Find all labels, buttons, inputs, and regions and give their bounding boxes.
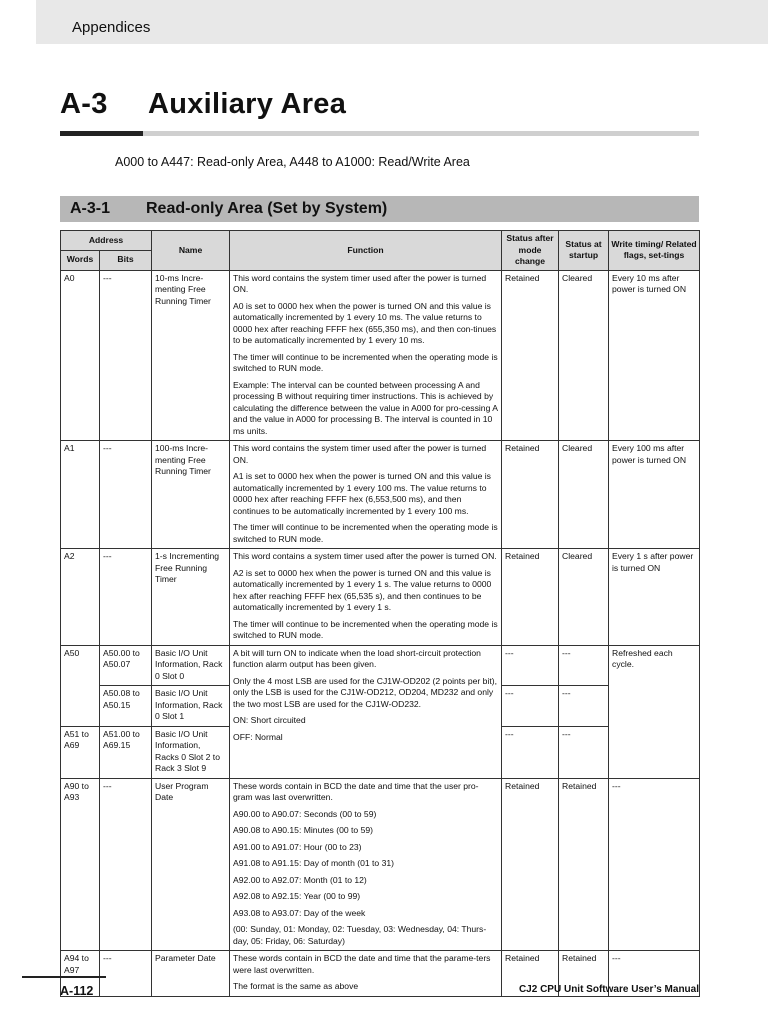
cell-name: Basic I/O Unit Information, Racks 0 Slot 2 to Rack 3 Slot 9 xyxy=(152,726,230,778)
function-paragraph: The timer will continue to be incremented when the operating mode is switched to RUN mode. xyxy=(233,618,498,640)
cell-function xyxy=(230,549,502,646)
cell-status-startup: --- xyxy=(559,645,609,686)
cell-function xyxy=(230,951,502,997)
cell-bits: --- xyxy=(100,778,152,951)
running-header xyxy=(36,0,768,44)
cell-words: A90 to A93 xyxy=(61,778,100,951)
cell-status-startup: Cleared xyxy=(559,270,609,441)
cell-write-timing: Every 1 s after power is turned ON xyxy=(609,549,700,646)
cell-bits: --- xyxy=(100,951,152,997)
function-paragraph: OFF: Normal xyxy=(233,731,283,742)
table-row xyxy=(61,549,700,646)
chapter-rule-dark xyxy=(60,131,143,136)
function-paragraph: A2 is set to 0000 hex when the power is turned ON and this value is automatically incremented by 1 every 1 s. The value returns to 0000 hex after reaching FFFF hex (65,535 s), and then continues to be automatically incremented by 1 every 1 s. xyxy=(233,567,492,612)
function-paragraph: The timer will continue to be incremented when the operating mode is switched to RUN mode. xyxy=(233,351,498,373)
cell-status-startup: --- xyxy=(559,726,609,778)
header-section-label: Appendices xyxy=(72,19,151,36)
cell-status-startup: Retained xyxy=(559,951,609,997)
footer-rule xyxy=(22,976,106,978)
page-number: A-112 xyxy=(60,984,94,998)
cell-name: Parameter Date xyxy=(152,951,230,997)
function-paragraph: A90.00 to A90.07: Seconds (00 to 59) xyxy=(233,808,377,819)
cell-bits: A50.08 to A50.15 xyxy=(100,686,152,727)
cell-name: Basic I/O Unit Information, Rack 0 Slot 0 xyxy=(152,645,230,686)
cell-status-mode: Retained xyxy=(502,951,559,997)
function-paragraph: These words contain in BCD the date and time that the parame-ters were last overwritten. xyxy=(233,953,491,975)
cell-status-mode: --- xyxy=(502,726,559,778)
function-paragraph: A0 is set to 0000 hex when the power is turned ON and this value is automatically incremented by 1 every 10 ms. The value returns to 0000 hex after reaching FFFF hex (655,350 ms), and then con-tinues to be automatically incremented by 1 every 10 ms. xyxy=(233,300,497,345)
function-paragraph: A90.08 to A90.15: Minutes (00 to 59) xyxy=(233,825,373,835)
cell-words: A1 xyxy=(61,441,100,549)
cell-bits: A51.00 to A69.15 xyxy=(100,726,152,778)
section-heading xyxy=(60,196,699,222)
cell-function xyxy=(230,270,502,441)
chapter-title xyxy=(60,88,346,121)
function-paragraph: A91.08 to A91.15: Day of month (01 to 31) xyxy=(233,858,395,868)
cell-bits: --- xyxy=(100,549,152,646)
function-paragraph: Example: The interval can be counted between processing A and processing B without requiring timer instructions. This is achieved by calculating the difference between the value in A000 for pro-cessing A and the value in A000 for processing B. The interval is counted in 10 ms units. xyxy=(233,379,498,436)
cell-status-mode: --- xyxy=(502,645,559,686)
cell-write-timing: Refreshed each cycle. xyxy=(609,645,700,778)
cell-words: A94 to A97 xyxy=(61,951,100,997)
cell-write-timing: Every 10 ms after power is turned ON xyxy=(609,270,700,441)
function-paragraph: A92.08 to A92.15: Year (00 to 99) xyxy=(233,891,361,901)
cell-function xyxy=(230,645,502,778)
function-paragraph: This word contains a system timer used after the power is turned ON. xyxy=(233,551,497,561)
cell-write-timing: Every 100 ms after power is turned ON xyxy=(609,441,700,549)
header-bits: Bits xyxy=(100,250,152,270)
auxiliary-area-table xyxy=(60,230,700,997)
chapter-number: A-3 xyxy=(60,88,108,120)
cell-status-mode: Retained xyxy=(502,549,559,646)
header-name: Name xyxy=(152,231,230,271)
function-paragraph: Only the 4 most LSB are used for the CJ1W-OD202 (2 points per bit), only the LSB is used for the CJ1W-OD212, OD204, MD232 and only the two most LSB are used for the CJ1W-OD232. xyxy=(233,675,497,709)
table-row xyxy=(61,645,700,686)
function-paragraph: A91.00 to A91.07: Hour (00 to 23) xyxy=(233,841,362,852)
cell-words: A2 xyxy=(61,549,100,646)
cell-words: A0 xyxy=(61,270,100,441)
function-paragraph: A1 is set to 0000 hex when the power is turned ON and this value is automatically incremented by 1 every 100 ms. The value returns to 0000 hex after reaching FFFF hex (6,553,500 ms), and then continues to be automatically incremented by 1 every 100 ms. xyxy=(233,471,491,516)
cell-name: 1-s Incrementing Free Running Timer xyxy=(152,549,230,646)
chapter-rule-light xyxy=(143,131,699,136)
cell-write-timing: --- xyxy=(609,778,700,951)
function-paragraph: The timer will continue to be incremented when the operating mode is switched to RUN mode. xyxy=(233,522,498,544)
section-number: A-3-1 xyxy=(70,200,111,217)
table-row xyxy=(61,441,700,549)
cell-status-mode: Retained xyxy=(502,778,559,951)
header-words: Words xyxy=(61,250,100,270)
function-paragraph: A93.08 to A93.07: Day of the week xyxy=(233,907,366,918)
header-address: Address xyxy=(61,231,152,251)
cell-words: A51 to A69 xyxy=(61,726,100,778)
cell-status-startup: Cleared xyxy=(559,549,609,646)
section-title: Read-only Area (Set by System) xyxy=(146,200,388,217)
intro-text: A000 to A447: Read-only Area, A448 to A1000: Read/Write Area xyxy=(115,155,470,169)
cell-write-timing: --- xyxy=(609,951,700,997)
cell-status-mode: Retained xyxy=(502,270,559,441)
cell-status-startup: Retained xyxy=(559,778,609,951)
function-paragraph: This word contains the system timer used after the power is turned ON. xyxy=(233,443,487,465)
function-paragraph: ON: Short circuited xyxy=(233,715,306,725)
cell-status-startup: --- xyxy=(559,686,609,727)
cell-name: User Program Date xyxy=(152,778,230,951)
function-paragraph: A92.00 to A92.07: Month (01 to 12) xyxy=(233,874,367,885)
function-paragraph: (00: Sunday, 01: Monday, 02: Tuesday, 03: Wednesday, 04: Thurs-day, 05: Friday, 06: Saturday) xyxy=(233,924,487,946)
header-write-timing: Write timing/ Related flags, set-tings xyxy=(609,231,700,271)
function-paragraph: A bit will turn ON to indicate when the load short-circuit protection function alarm output has been given. xyxy=(233,647,481,669)
table-row xyxy=(61,778,700,951)
table-row xyxy=(61,270,700,441)
cell-bits: --- xyxy=(100,441,152,549)
cell-bits: A50.00 to A50.07 xyxy=(100,645,152,686)
cell-bits: --- xyxy=(100,270,152,441)
cell-status-mode: --- xyxy=(502,686,559,727)
cell-function xyxy=(230,441,502,549)
cell-words: A50 xyxy=(61,645,100,726)
chapter-name: Auxiliary Area xyxy=(148,88,347,120)
cell-status-mode: Retained xyxy=(502,441,559,549)
function-paragraph: The format is the same as above xyxy=(233,981,359,991)
function-paragraph: These words contain in BCD the date and time that the user pro-gram was last overwritten. xyxy=(233,780,479,802)
header-status-startup: Status at startup xyxy=(559,231,609,271)
cell-function xyxy=(230,778,502,951)
cell-status-startup: Cleared xyxy=(559,441,609,549)
header-function: Function xyxy=(230,231,502,271)
manual-title: CJ2 CPU Unit Software User’s Manual xyxy=(518,984,699,995)
cell-name: Basic I/O Unit Information, Rack 0 Slot 1 xyxy=(152,686,230,727)
function-paragraph: This word contains the system timer used after the power is turned ON. xyxy=(233,272,487,294)
header-status-mode: Status after mode change xyxy=(502,231,559,271)
cell-name: 100-ms Incre-menting Free Running Timer xyxy=(152,441,230,549)
cell-name: 10-ms Incre-menting Free Running Timer xyxy=(152,270,230,441)
